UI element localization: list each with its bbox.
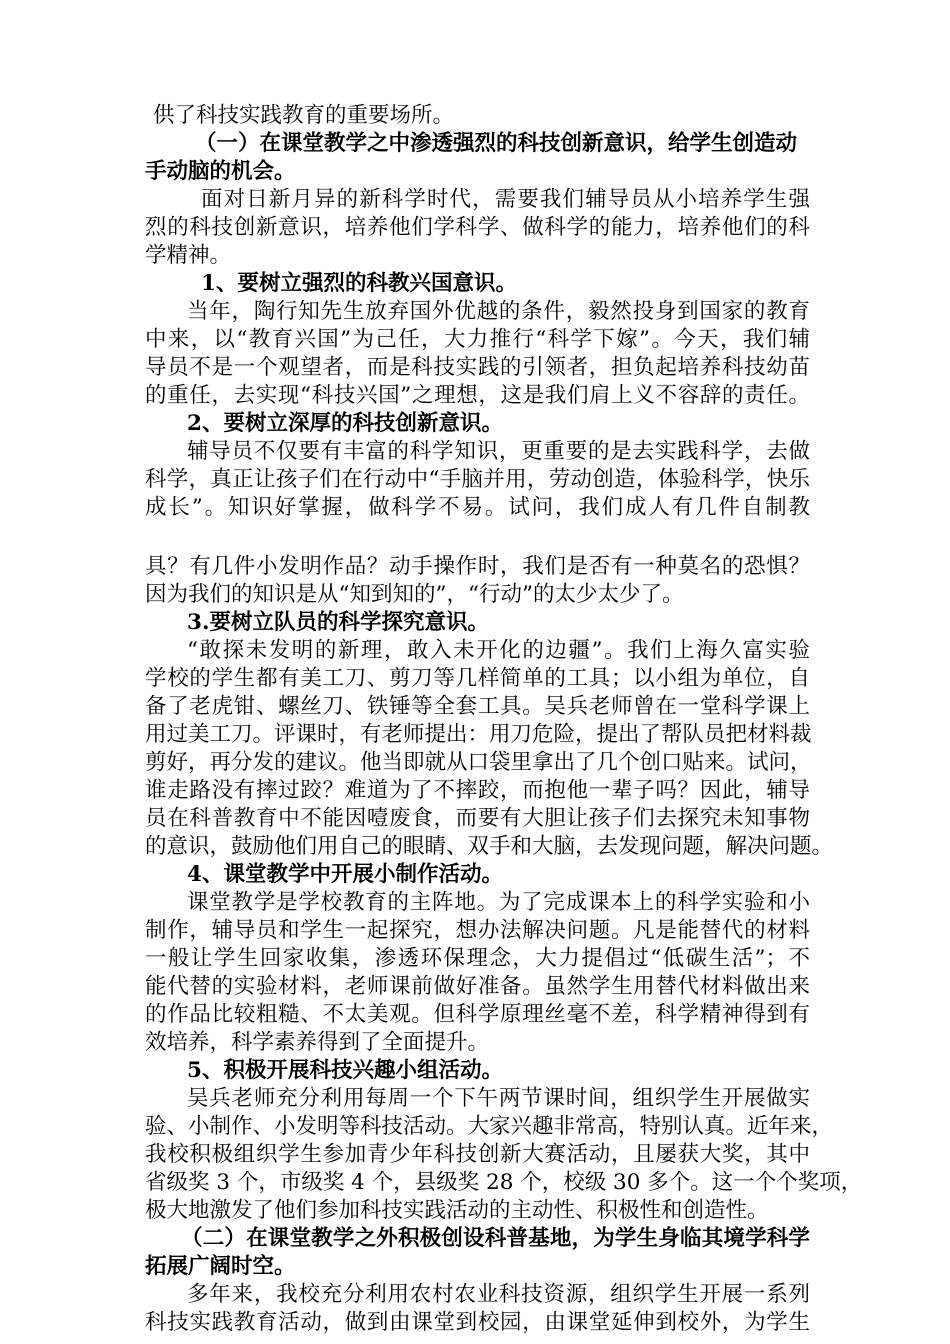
section-heading-line: 5、积极开展科技兴趣小组活动。 bbox=[187, 1058, 503, 1083]
section-heading-line: 1、要树立强烈的科教兴国意识。 bbox=[201, 271, 517, 296]
paragraph-line: 谁走路没有摔过跤？难道为了不摔跤，而抱他一辈子吗？因此，辅导 bbox=[145, 778, 810, 803]
paragraph-line: 备了老虎钳、螺丝刀、铁锤等全套工具。吴兵老师曾在一堂科学课上 bbox=[145, 694, 810, 719]
paragraph-line: 能代替的实验材料，老师课前做好准备。虽然学生用替代材料做出来 bbox=[145, 974, 810, 999]
section-heading-line: （一）在课堂教学之中渗透强烈的科技创新意识，给学生创造动 bbox=[195, 131, 798, 156]
section-heading-line: 3.要树立队员的科学探究意识。 bbox=[187, 610, 489, 635]
paragraph-line: 面对日新月异的新科学时代，需要我们辅导员从小培养学生强 bbox=[201, 187, 810, 212]
paragraph-line: “敢探未发明的新理，敢入未开化的边疆”。我们上海久富实验 bbox=[187, 638, 810, 663]
paragraph-line: 因为我们的知识是从“知到知的”，“行动”的太少太少了。 bbox=[145, 582, 684, 607]
paragraph-line: 具？有几件小发明作品？动手操作时，我们是否有一种莫名的恐惧？ bbox=[145, 554, 810, 579]
section-heading-line: 手动脑的机会。 bbox=[145, 159, 296, 184]
paragraph-line: 吴兵老师充分利用每周一个下午两节课时间，组织学生开展做实 bbox=[187, 1086, 810, 1111]
paragraph-line: 用过美工刀。评课时，有老师提出：用刀危险，提出了帮队员把材料裁 bbox=[145, 722, 812, 747]
paragraph-line: 效培养，科学素养得到了全面提升。 bbox=[145, 1030, 490, 1055]
paragraph-line: 的作品比较粗糙、不太美观。但科学原理丝毫不差，科学精神得到有 bbox=[145, 1002, 810, 1027]
paragraph-line: 员在科普教育中不能因噎废食，而要有大胆让孩子们去探究未知事物 bbox=[145, 806, 810, 831]
paragraph-line: 多年来，我校充分利用农村农业科技资源，组织学生开展一系列 bbox=[187, 1282, 810, 1307]
section-heading-line: 4、课堂教学中开展小制作活动。 bbox=[187, 862, 503, 887]
paragraph-line: 剪好，再分发的建议。他当即就从口袋里拿出了几个创口贴来。试问， bbox=[145, 750, 812, 775]
paragraph-line: 省级奖 3 个，市级奖 4 个，县级奖 28 个，校级 30 多个。这一个个奖项， bbox=[145, 1170, 863, 1195]
paragraph-line: 验、小制作、小发明等科技活动。大家兴趣非常高，特别认真。近年来， bbox=[145, 1114, 834, 1139]
section-heading-line: （二）在课堂教学之外积极创设科普基地，为学生身临其境学科学 bbox=[181, 1226, 810, 1251]
paragraph-line: 制作，辅导员和学生一起探究，想办法解决问题。凡是能替代的材料 bbox=[145, 918, 810, 943]
paragraph-line: 当年，陶行知先生放弃国外优越的条件，毅然投身到国家的教育 bbox=[187, 299, 810, 324]
paragraph-line: 学校的学生都有美工刀、剪刀等几样简单的工具；以小组为单位，自 bbox=[145, 666, 810, 691]
paragraph-line: 一般让学生回家收集，渗透环保理念，大力提倡过“低碳生活”；不 bbox=[145, 946, 810, 971]
paragraph-line: 我校积极组织学生参加青少年科技创新大赛活动，且屡获大奖，其中 bbox=[145, 1142, 810, 1167]
paragraph-line: 极大地激发了他们参加科技实践活动的主动性、积极性和创造性。 bbox=[145, 1198, 769, 1223]
paragraph-line: 成长”。知识好掌握，做科学不易。试问，我们成人有几件自制教 bbox=[145, 495, 810, 520]
paragraph-line: 烈的科技创新意识，培养他们学科学、做科学的能力，培养他们的科 bbox=[145, 215, 810, 240]
paragraph-line: 科学，真正让孩子们在行动中“手脑并用，劳动创造，体验科学，快乐 bbox=[145, 467, 810, 492]
paragraph-line: 课堂教学是学校教育的主阵地。为了完成课本上的科学实验和小 bbox=[187, 890, 810, 915]
paragraph-line: 的意识，鼓励他们用自己的眼睛、双手和大脑，去发现问题，解决问题。 bbox=[145, 834, 834, 859]
paragraph-line: 学精神。 bbox=[145, 243, 232, 268]
section-heading-line: 2、要树立深厚的科技创新意识。 bbox=[187, 411, 503, 436]
paragraph-line: 科技实践教育活动，做到由课堂到校园，由课堂延伸到校外，为学生 bbox=[145, 1310, 810, 1335]
paragraph-line: 的重任，去实现“科技兴国”之理想，这是我们肩上义不容辞的责任。 bbox=[145, 383, 810, 408]
paragraph-line: 辅导员不仅要有丰富的科学知识，更重要的是去实践科学，去做 bbox=[187, 439, 810, 464]
paragraph-line: 供了科技实践教育的重要场所。 bbox=[153, 103, 455, 128]
paragraph-line: 导员不是一个观望者，而是科技实践的引领者，担负起培养科技幼苗 bbox=[145, 355, 810, 380]
paragraph-line: 中来，以“教育兴国”为己任，大力推行“科学下嫁”。今天，我们辅 bbox=[145, 327, 810, 352]
section-heading-line: 拓展广阔时空。 bbox=[145, 1254, 296, 1279]
